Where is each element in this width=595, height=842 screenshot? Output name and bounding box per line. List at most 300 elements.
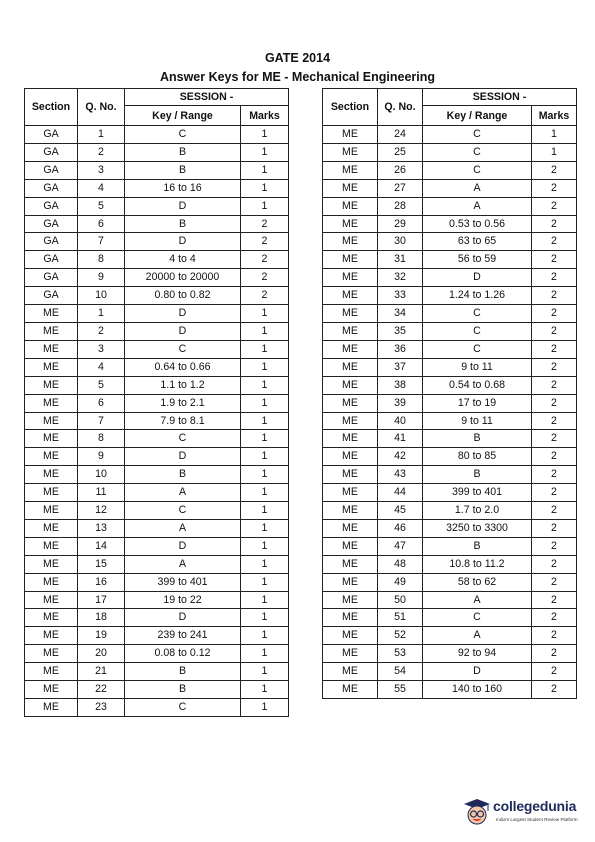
cell-qno: 32 — [378, 269, 423, 287]
table-row — [323, 197, 577, 215]
table-row — [323, 287, 577, 305]
cell-section: ME — [25, 591, 78, 609]
cell-section: ME — [323, 269, 378, 287]
cell-qno: 26 — [378, 161, 423, 179]
cell-section: ME — [25, 573, 78, 591]
table-body-left — [25, 126, 289, 717]
table-body-right — [323, 126, 577, 699]
cell-qno: 25 — [378, 143, 423, 161]
cell-qno: 50 — [378, 591, 423, 609]
cell-marks: 2 — [532, 287, 577, 305]
cell-marks: 2 — [532, 305, 577, 323]
cell-qno: 52 — [378, 627, 423, 645]
cell-section: ME — [25, 394, 78, 412]
cell-section: ME — [25, 322, 78, 340]
table-row — [25, 645, 289, 663]
cell-marks: 1 — [241, 358, 289, 376]
table-row — [25, 699, 289, 717]
cell-section: GA — [25, 215, 78, 233]
logo-name: collegedunia — [493, 798, 577, 814]
cell-key: A — [125, 519, 241, 537]
cell-marks: 1 — [532, 126, 577, 144]
table-row — [25, 663, 289, 681]
cell-marks: 2 — [241, 269, 289, 287]
cell-qno: 15 — [78, 555, 125, 573]
cell-section: GA — [25, 179, 78, 197]
cell-qno: 3 — [78, 161, 125, 179]
cell-qno: 19 — [78, 627, 125, 645]
cell-qno: 7 — [78, 233, 125, 251]
cell-key: C — [423, 322, 532, 340]
cell-section: ME — [25, 699, 78, 717]
cell-qno: 45 — [378, 502, 423, 520]
cell-key: D — [125, 609, 241, 627]
table-row — [25, 484, 289, 502]
cell-section: GA — [25, 269, 78, 287]
cell-marks: 2 — [532, 376, 577, 394]
cell-key: 399 to 401 — [423, 484, 532, 502]
table-row — [323, 484, 577, 502]
cell-key: A — [423, 591, 532, 609]
cell-key: B — [125, 161, 241, 179]
cell-marks: 2 — [532, 627, 577, 645]
table-row — [323, 681, 577, 699]
cell-section: ME — [323, 340, 378, 358]
table-row — [25, 233, 289, 251]
cell-qno: 7 — [78, 412, 125, 430]
table-row — [323, 591, 577, 609]
table-row — [323, 215, 577, 233]
cell-key: D — [125, 537, 241, 555]
table-row — [25, 269, 289, 287]
cell-marks: 2 — [532, 412, 577, 430]
cell-marks: 2 — [532, 663, 577, 681]
table-row — [323, 305, 577, 323]
table-row — [323, 269, 577, 287]
cell-marks: 2 — [532, 322, 577, 340]
cell-key: 0.54 to 0.68 — [423, 376, 532, 394]
cell-section: ME — [323, 287, 378, 305]
cell-section: ME — [323, 645, 378, 663]
table-row — [25, 609, 289, 627]
cell-section: ME — [25, 412, 78, 430]
cell-qno: 11 — [78, 484, 125, 502]
cell-section: ME — [323, 555, 378, 573]
cell-marks: 2 — [532, 555, 577, 573]
cell-marks: 1 — [241, 394, 289, 412]
cell-marks: 2 — [241, 251, 289, 269]
cell-qno: 35 — [378, 322, 423, 340]
table-row — [323, 609, 577, 627]
cell-section: ME — [323, 322, 378, 340]
cell-key: B — [125, 663, 241, 681]
cell-marks: 1 — [241, 537, 289, 555]
cell-marks: 1 — [241, 322, 289, 340]
cell-qno: 46 — [378, 519, 423, 537]
cell-key: 0.08 to 0.12 — [125, 645, 241, 663]
cell-key: C — [423, 340, 532, 358]
cell-key: C — [125, 430, 241, 448]
cell-key: C — [125, 126, 241, 144]
cell-section: ME — [323, 358, 378, 376]
cell-qno: 4 — [78, 179, 125, 197]
cell-key: 140 to 160 — [423, 681, 532, 699]
table-row — [323, 555, 577, 573]
table-row — [323, 663, 577, 681]
cell-section: ME — [323, 233, 378, 251]
cell-section: ME — [25, 555, 78, 573]
header-key: Key / Range — [125, 106, 241, 126]
cell-marks: 1 — [241, 609, 289, 627]
cell-section: ME — [323, 305, 378, 323]
cell-marks: 2 — [532, 233, 577, 251]
cell-marks: 2 — [532, 161, 577, 179]
cell-section: ME — [25, 466, 78, 484]
cell-key: D — [125, 197, 241, 215]
cell-marks: 2 — [532, 179, 577, 197]
cell-qno: 5 — [78, 376, 125, 394]
cell-marks: 2 — [532, 251, 577, 269]
table-row — [25, 555, 289, 573]
cell-section: ME — [25, 430, 78, 448]
table-row — [25, 143, 289, 161]
table-row — [25, 305, 289, 323]
table-row — [25, 358, 289, 376]
table-row — [25, 573, 289, 591]
header-session: SESSION - — [125, 89, 289, 106]
cell-marks: 1 — [241, 519, 289, 537]
cell-section: GA — [25, 233, 78, 251]
cell-marks: 1 — [241, 484, 289, 502]
cell-marks: 1 — [532, 143, 577, 161]
table-row — [25, 161, 289, 179]
cell-qno: 28 — [378, 197, 423, 215]
table-row — [25, 287, 289, 305]
cell-key: D — [125, 233, 241, 251]
table-row — [323, 466, 577, 484]
cell-marks: 2 — [532, 645, 577, 663]
cell-key: 1.1 to 1.2 — [125, 376, 241, 394]
cell-qno: 9 — [78, 269, 125, 287]
cell-section: ME — [25, 627, 78, 645]
cell-key: 7.9 to 8.1 — [125, 412, 241, 430]
cell-section: ME — [25, 519, 78, 537]
cell-qno: 21 — [78, 663, 125, 681]
cell-marks: 1 — [241, 466, 289, 484]
cell-key: 0.64 to 0.66 — [125, 358, 241, 376]
cell-qno: 41 — [378, 430, 423, 448]
cell-qno: 22 — [78, 681, 125, 699]
cell-section: GA — [25, 161, 78, 179]
table-row — [323, 251, 577, 269]
cell-key: A — [423, 627, 532, 645]
table-row — [323, 627, 577, 645]
table-row — [25, 126, 289, 144]
table-row — [25, 376, 289, 394]
cell-qno: 54 — [378, 663, 423, 681]
header-qno: Q. No. — [378, 89, 423, 126]
cell-marks: 1 — [241, 143, 289, 161]
cell-marks: 1 — [241, 179, 289, 197]
cell-marks: 1 — [241, 376, 289, 394]
cell-qno: 6 — [78, 215, 125, 233]
logo-tagline: India's Largest Student Review Platform — [496, 817, 578, 822]
cell-section: ME — [25, 358, 78, 376]
cell-qno: 13 — [78, 519, 125, 537]
cell-section: ME — [25, 448, 78, 466]
table-row — [25, 502, 289, 520]
cell-marks: 2 — [532, 448, 577, 466]
cell-marks: 2 — [241, 233, 289, 251]
document-subtitle: Answer Keys for ME - Mechanical Engineering — [159, 70, 436, 84]
cell-marks: 2 — [532, 681, 577, 699]
cell-section: ME — [323, 215, 378, 233]
cell-key: 80 to 85 — [423, 448, 532, 466]
cell-qno: 43 — [378, 466, 423, 484]
cell-section: GA — [25, 251, 78, 269]
cell-key: C — [423, 143, 532, 161]
cell-qno: 48 — [378, 555, 423, 573]
cell-qno: 49 — [378, 573, 423, 591]
cell-marks: 2 — [532, 519, 577, 537]
cell-marks: 1 — [241, 430, 289, 448]
cell-qno: 17 — [78, 591, 125, 609]
cell-qno: 4 — [78, 358, 125, 376]
cell-section: ME — [323, 502, 378, 520]
cell-qno: 42 — [378, 448, 423, 466]
cell-key: B — [125, 466, 241, 484]
cell-qno: 10 — [78, 466, 125, 484]
table-row — [25, 197, 289, 215]
cell-marks: 1 — [241, 627, 289, 645]
cell-section: GA — [25, 197, 78, 215]
cell-qno: 40 — [378, 412, 423, 430]
table-row — [25, 340, 289, 358]
cell-key: A — [423, 197, 532, 215]
cell-section: ME — [323, 197, 378, 215]
cell-key: 19 to 22 — [125, 591, 241, 609]
cell-section: ME — [25, 645, 78, 663]
cell-marks: 2 — [532, 430, 577, 448]
cell-section: ME — [323, 412, 378, 430]
cell-marks: 1 — [241, 555, 289, 573]
cell-qno: 36 — [378, 340, 423, 358]
cell-key: 17 to 19 — [423, 394, 532, 412]
cell-qno: 6 — [78, 394, 125, 412]
cell-qno: 12 — [78, 502, 125, 520]
table-row — [25, 466, 289, 484]
cell-key: D — [125, 448, 241, 466]
cell-marks: 1 — [241, 699, 289, 717]
cell-section: ME — [25, 537, 78, 555]
cell-key: 56 to 59 — [423, 251, 532, 269]
cell-qno: 23 — [78, 699, 125, 717]
cell-section: ME — [323, 609, 378, 627]
cell-marks: 2 — [532, 394, 577, 412]
cell-section: ME — [25, 609, 78, 627]
cell-key: 3250 to 3300 — [423, 519, 532, 537]
cell-qno: 39 — [378, 394, 423, 412]
table-row — [323, 322, 577, 340]
cell-key: B — [423, 537, 532, 555]
cell-section: ME — [25, 305, 78, 323]
header-marks: Marks — [241, 106, 289, 126]
table-row — [25, 519, 289, 537]
cell-marks: 2 — [532, 502, 577, 520]
table-row — [25, 251, 289, 269]
cell-key: 92 to 94 — [423, 645, 532, 663]
cell-qno: 18 — [78, 609, 125, 627]
cell-key: B — [423, 430, 532, 448]
graduate-mascot-icon — [462, 797, 492, 827]
cell-qno: 2 — [78, 143, 125, 161]
cell-key: C — [125, 699, 241, 717]
cell-qno: 16 — [78, 573, 125, 591]
cell-qno: 2 — [78, 322, 125, 340]
cell-section: ME — [323, 627, 378, 645]
table-row — [25, 627, 289, 645]
cell-section: ME — [323, 681, 378, 699]
cell-qno: 9 — [78, 448, 125, 466]
cell-key: 1.7 to 2.0 — [423, 502, 532, 520]
table-row — [323, 537, 577, 555]
cell-marks: 2 — [532, 358, 577, 376]
cell-qno: 14 — [78, 537, 125, 555]
cell-key: D — [125, 322, 241, 340]
table-row — [25, 430, 289, 448]
cell-key: A — [125, 555, 241, 573]
cell-marks: 1 — [241, 340, 289, 358]
table-row — [25, 448, 289, 466]
cell-qno: 55 — [378, 681, 423, 699]
table-row — [323, 179, 577, 197]
header-key: Key / Range — [423, 106, 532, 126]
cell-section: ME — [323, 179, 378, 197]
cell-key: 1.9 to 2.1 — [125, 394, 241, 412]
cell-qno: 27 — [378, 179, 423, 197]
cell-section: ME — [25, 681, 78, 699]
cell-section: ME — [323, 161, 378, 179]
cell-section: GA — [25, 143, 78, 161]
cell-section: ME — [25, 340, 78, 358]
cell-key: B — [125, 681, 241, 699]
cell-key: D — [423, 269, 532, 287]
cell-section: ME — [25, 484, 78, 502]
table-row — [323, 233, 577, 251]
cell-marks: 2 — [532, 609, 577, 627]
cell-qno: 8 — [78, 430, 125, 448]
cell-qno: 30 — [378, 233, 423, 251]
cell-qno: 38 — [378, 376, 423, 394]
cell-section: ME — [323, 466, 378, 484]
cell-key: C — [423, 609, 532, 627]
table-row — [323, 519, 577, 537]
cell-key: 10.8 to 11.2 — [423, 555, 532, 573]
cell-qno: 37 — [378, 358, 423, 376]
cell-marks: 2 — [532, 215, 577, 233]
cell-section: ME — [323, 251, 378, 269]
cell-qno: 24 — [378, 126, 423, 144]
cell-key: A — [423, 179, 532, 197]
header-section: Section — [25, 89, 78, 126]
table-row — [323, 358, 577, 376]
cell-qno: 33 — [378, 287, 423, 305]
cell-marks: 1 — [241, 412, 289, 430]
cell-section: ME — [323, 663, 378, 681]
cell-key: C — [423, 126, 532, 144]
cell-qno: 3 — [78, 340, 125, 358]
table-row — [25, 412, 289, 430]
cell-qno: 1 — [78, 126, 125, 144]
cell-key: B — [125, 215, 241, 233]
table-row — [323, 376, 577, 394]
table-row — [25, 591, 289, 609]
cell-marks: 1 — [241, 305, 289, 323]
cell-key: 9 to 11 — [423, 412, 532, 430]
cell-qno: 47 — [378, 537, 423, 555]
cell-key: C — [423, 305, 532, 323]
cell-key: C — [125, 502, 241, 520]
cell-key: 1.24 to 1.26 — [423, 287, 532, 305]
cell-qno: 44 — [378, 484, 423, 502]
table-row — [25, 215, 289, 233]
cell-qno: 10 — [78, 287, 125, 305]
table-row — [25, 537, 289, 555]
table-row — [323, 502, 577, 520]
table-row — [25, 681, 289, 699]
cell-key: 4 to 4 — [125, 251, 241, 269]
cell-section: ME — [323, 448, 378, 466]
cell-marks: 1 — [241, 573, 289, 591]
table-row — [25, 394, 289, 412]
header-section: Section — [323, 89, 378, 126]
cell-marks: 2 — [532, 484, 577, 502]
cell-key: 399 to 401 — [125, 573, 241, 591]
cell-section: ME — [25, 376, 78, 394]
cell-marks: 2 — [532, 340, 577, 358]
cell-qno: 31 — [378, 251, 423, 269]
cell-marks: 2 — [532, 573, 577, 591]
cell-section: ME — [323, 126, 378, 144]
cell-qno: 20 — [78, 645, 125, 663]
table-row — [323, 143, 577, 161]
cell-marks: 2 — [241, 215, 289, 233]
cell-section: GA — [25, 126, 78, 144]
cell-key: A — [125, 484, 241, 502]
cell-marks: 1 — [241, 681, 289, 699]
cell-section: ME — [323, 394, 378, 412]
cell-key: 20000 to 20000 — [125, 269, 241, 287]
cell-section: ME — [323, 591, 378, 609]
cell-marks: 1 — [241, 663, 289, 681]
cell-marks: 2 — [241, 287, 289, 305]
table-row — [323, 340, 577, 358]
cell-section: ME — [323, 484, 378, 502]
cell-key: B — [423, 466, 532, 484]
cell-marks: 1 — [241, 448, 289, 466]
cell-qno: 51 — [378, 609, 423, 627]
cell-key: C — [423, 161, 532, 179]
cell-section: ME — [323, 143, 378, 161]
cell-key: 239 to 241 — [125, 627, 241, 645]
cell-marks: 2 — [532, 197, 577, 215]
cell-marks: 2 — [532, 537, 577, 555]
collegedunia-logo — [462, 793, 588, 833]
document-title: GATE 2014 — [264, 51, 331, 65]
cell-qno: 53 — [378, 645, 423, 663]
header-qno: Q. No. — [78, 89, 125, 126]
answer-key-table-left — [24, 88, 289, 717]
